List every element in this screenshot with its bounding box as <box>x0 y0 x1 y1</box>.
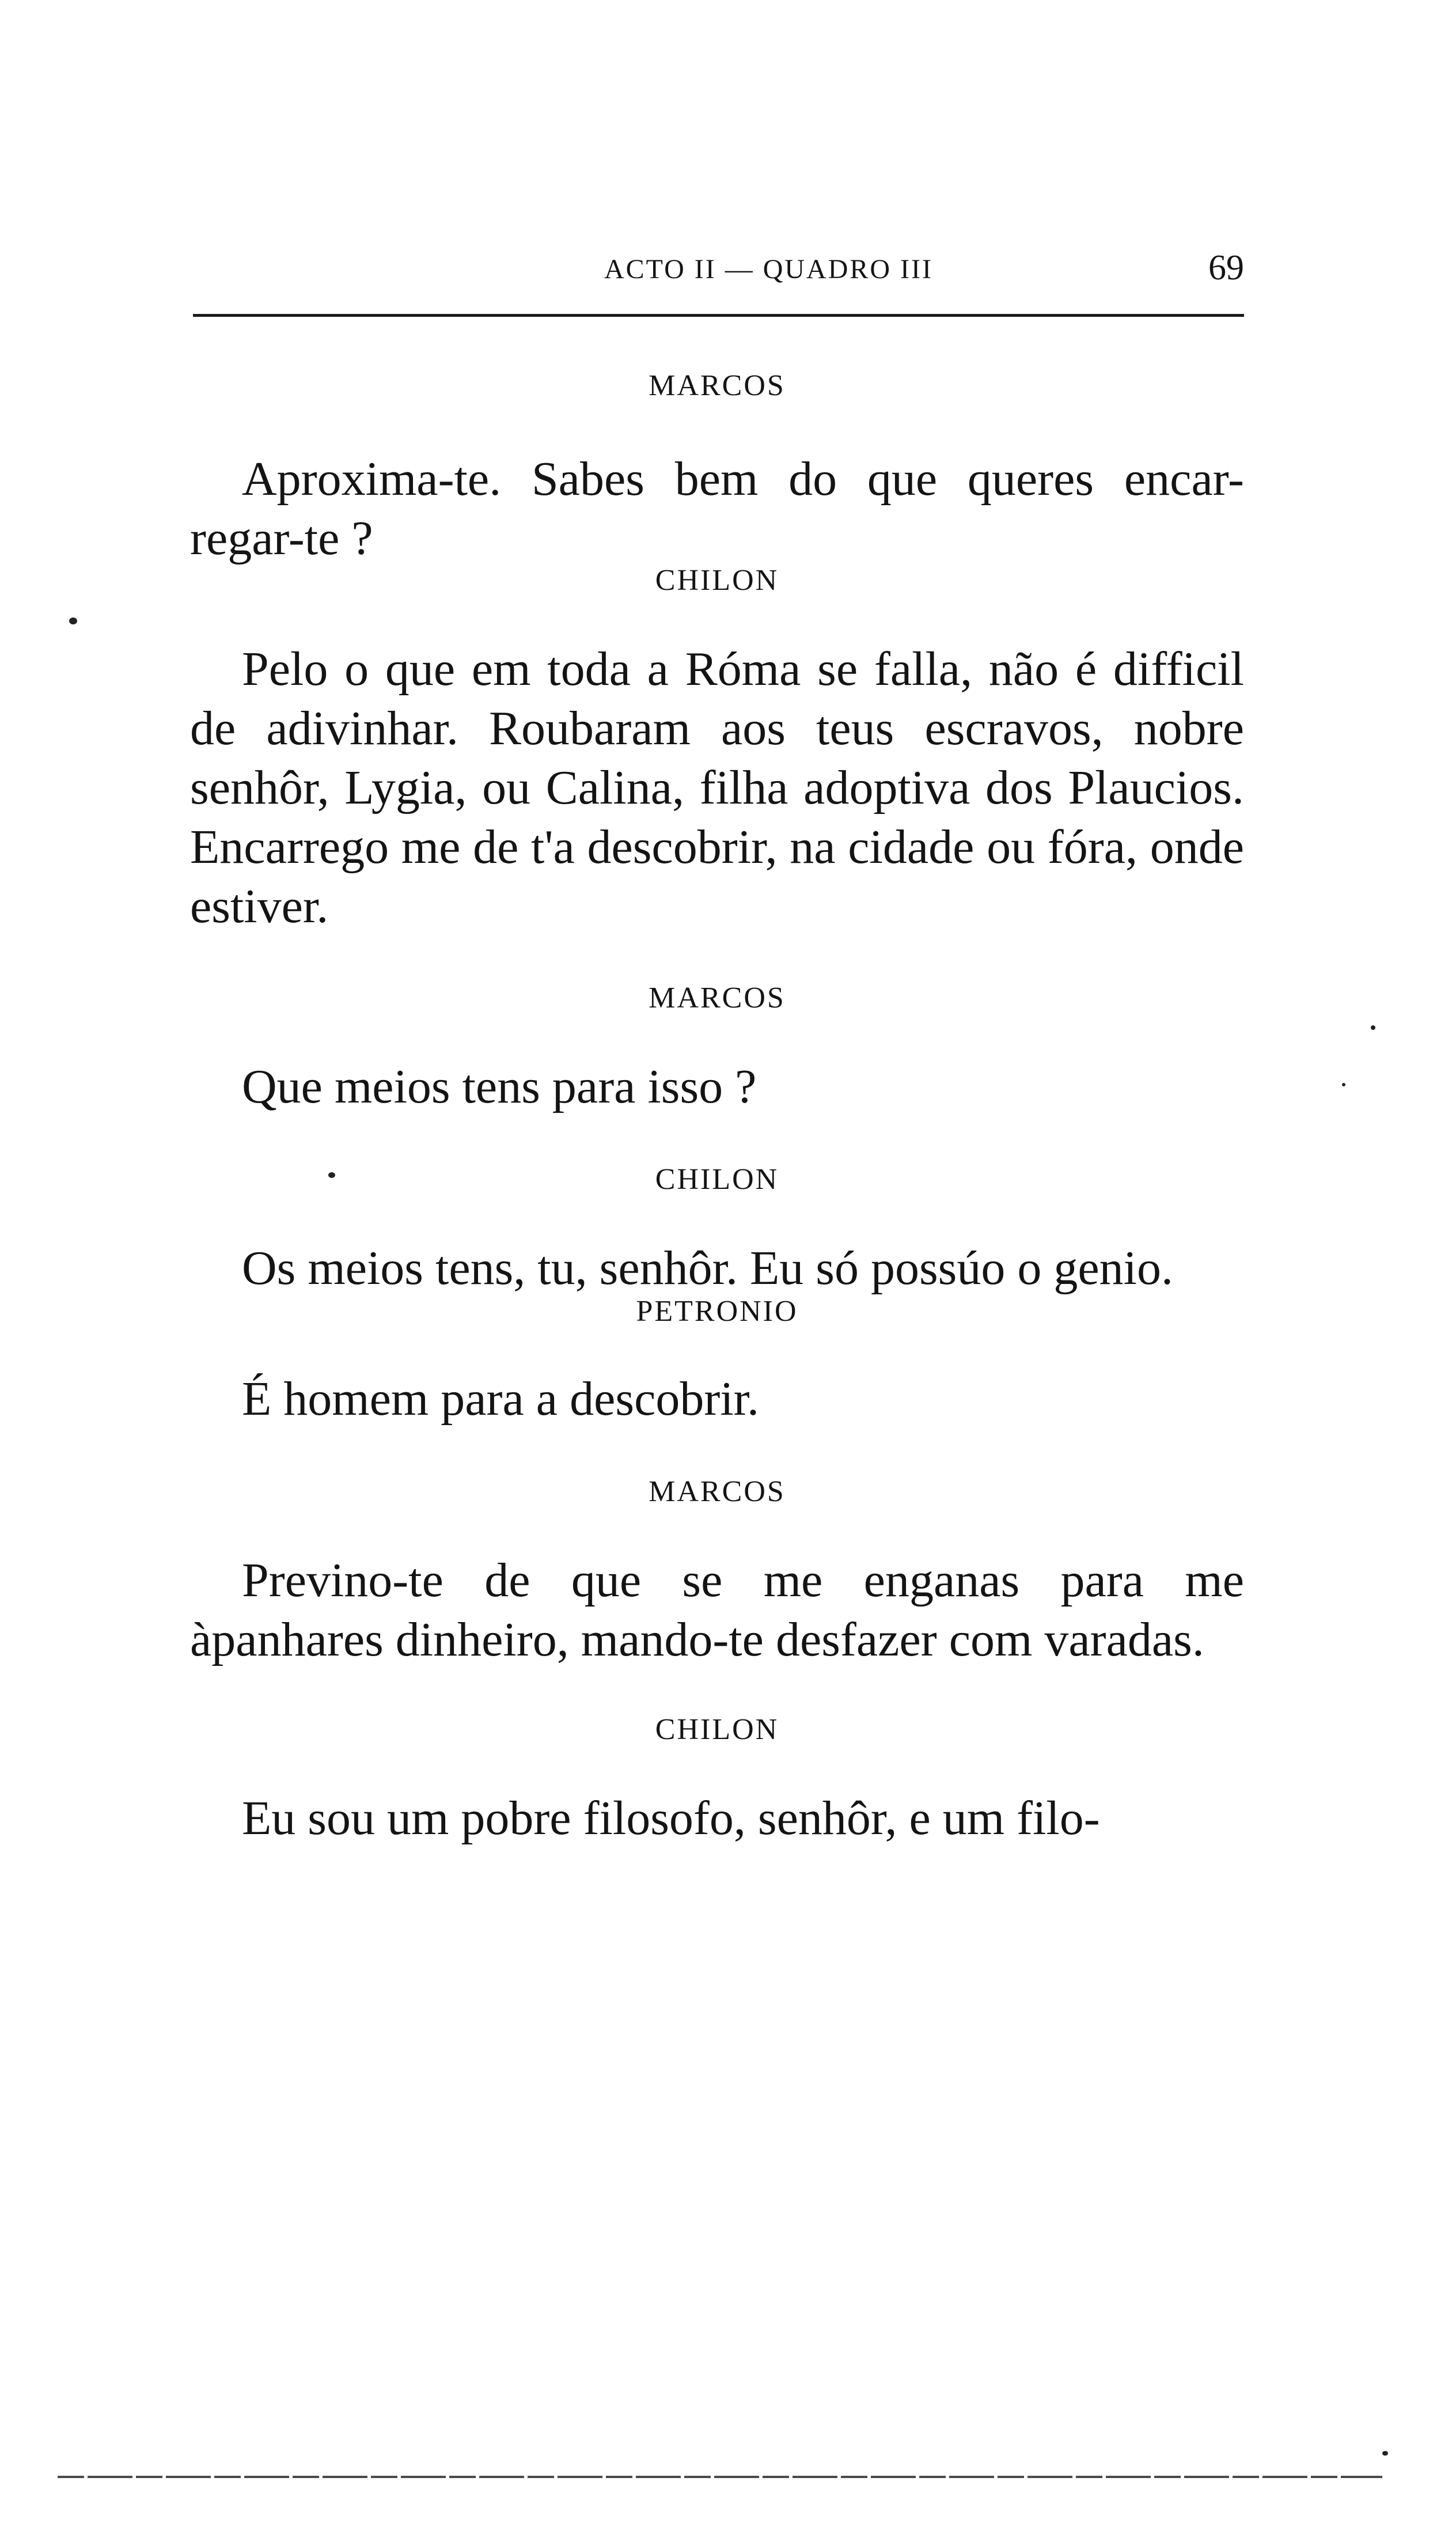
speech-text: Previno-te de que se me enganas para me àpanhares dinheiro, mando-te desfazer com varadas. <box>190 1554 1244 1666</box>
header-rule <box>193 314 1244 317</box>
print-speck <box>1371 1025 1375 1030</box>
dialogue-text <box>190 369 1244 1848</box>
speech-text: Os meios tens, tu, senhôr. Eu só possúo o genio. <box>242 1241 1173 1295</box>
speaker-name: MARCOS <box>649 1475 786 1508</box>
speech-text: Eu sou um pobre filosofo, senhôr, e um filo- <box>242 1791 1100 1845</box>
speech-text: Que meios tens para isso ? <box>242 1060 757 1113</box>
speaker-name: MARCOS <box>649 982 786 1014</box>
print-speck <box>1342 1083 1345 1086</box>
speaker-name: CHILON <box>655 1713 779 1746</box>
speaker-name: CHILON <box>655 1163 779 1196</box>
speech-text: É homem para a descobrir. <box>242 1372 759 1426</box>
print-speck <box>328 1172 335 1178</box>
print-speck <box>69 618 77 624</box>
page-header <box>190 242 1244 300</box>
speaker-name: MARCOS <box>649 369 786 402</box>
bottom-scan-line <box>58 2476 1382 2478</box>
page-number: 69 <box>1208 248 1244 287</box>
running-head: ACTO II — QUADRO III <box>604 254 933 285</box>
speaker-name: CHILON <box>655 564 779 597</box>
print-speck <box>1382 2451 1388 2456</box>
speaker-name: PETRONIO <box>636 1295 798 1328</box>
speech-text: Pelo o que em toda a Róma se falla, não é difficil de adivinhar. Roubaram aos teus escravos, nobre senhôr, Lygia, ou Calina, filha adoptiva dos Plaucios. Encarrego me de t'a descobrir, na cidade ou fóra, onde estiver. <box>190 642 1244 933</box>
speech-text: Aproxima-te. Sabes bem do que queres encar-regar-te ? <box>190 452 1244 565</box>
